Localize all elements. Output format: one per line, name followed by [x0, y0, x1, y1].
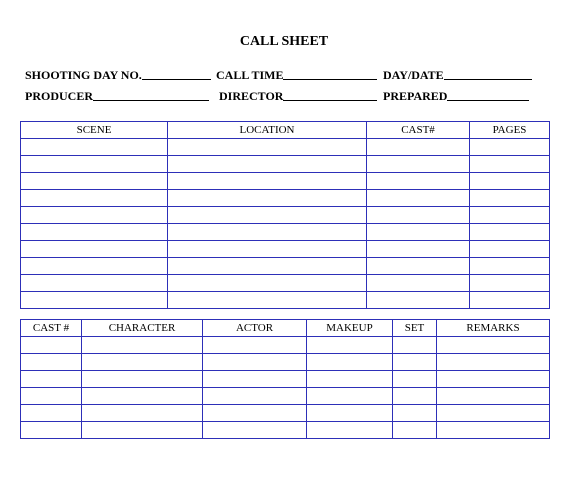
remarks-cell[interactable] — [437, 388, 550, 405]
location-cell[interactable] — [168, 207, 367, 224]
pages-cell[interactable] — [470, 207, 550, 224]
prepared-label: PREPARED — [383, 89, 448, 103]
cast-number-cell[interactable] — [21, 371, 82, 388]
location-cell[interactable] — [168, 241, 367, 258]
day-date-field[interactable] — [383, 66, 532, 82]
table-row — [21, 139, 550, 156]
location-cell[interactable] — [168, 292, 367, 309]
set-cell[interactable] — [393, 405, 437, 422]
scene-cell[interactable] — [21, 156, 168, 173]
cast-number-cell[interactable] — [367, 139, 470, 156]
table-row — [21, 275, 550, 292]
scene-table-body — [21, 139, 550, 309]
cast-number-cell[interactable] — [21, 354, 82, 371]
pages-cell[interactable] — [470, 190, 550, 207]
table-row — [21, 371, 550, 388]
character-cell[interactable] — [82, 337, 203, 354]
shooting-day-label: SHOOTING DAY NO. — [25, 68, 142, 82]
table-row — [21, 207, 550, 224]
scene-column-header: SCENE — [21, 122, 168, 139]
set-cell[interactable] — [393, 354, 437, 371]
producer-field[interactable] — [25, 87, 209, 103]
producer-label: PRODUCER — [25, 89, 93, 103]
remarks-cell[interactable] — [437, 422, 550, 439]
scene-cell[interactable] — [21, 173, 168, 190]
actor-column-header: ACTOR — [203, 320, 307, 337]
table-row — [21, 422, 550, 439]
cast-number-cell[interactable] — [21, 337, 82, 354]
actor-cell[interactable] — [203, 371, 307, 388]
cast-table-body — [21, 337, 550, 439]
remarks-cell[interactable] — [437, 405, 550, 422]
cast-number-column-header: CAST # — [21, 320, 82, 337]
remarks-cell[interactable] — [437, 337, 550, 354]
table-row — [21, 354, 550, 371]
cast-number-cell[interactable] — [367, 292, 470, 309]
character-cell[interactable] — [82, 388, 203, 405]
makeup-cell[interactable] — [307, 371, 393, 388]
table-row — [21, 241, 550, 258]
actor-cell[interactable] — [203, 354, 307, 371]
makeup-cell[interactable] — [307, 354, 393, 371]
makeup-cell[interactable] — [307, 388, 393, 405]
character-cell[interactable] — [82, 354, 203, 371]
table-row — [21, 292, 550, 309]
pages-cell[interactable] — [470, 258, 550, 275]
shooting-day-input[interactable] — [142, 67, 211, 80]
call-time-label: CALL TIME — [216, 68, 284, 82]
page-title: CALL SHEET — [239, 34, 329, 49]
prepared-field[interactable] — [383, 87, 529, 103]
call-time-field[interactable] — [216, 66, 377, 82]
scene-cell[interactable] — [21, 241, 168, 258]
scene-cell[interactable] — [21, 207, 168, 224]
character-column-header: CHARACTER — [82, 320, 203, 337]
scene-cell[interactable] — [21, 139, 168, 156]
remarks-cell[interactable] — [437, 371, 550, 388]
pages-column-header: PAGES — [470, 122, 550, 139]
director-input[interactable] — [283, 88, 377, 101]
cast-number-column-header: CAST# — [367, 122, 470, 139]
cast-number-cell[interactable] — [367, 173, 470, 190]
actor-cell[interactable] — [203, 422, 307, 439]
makeup-column-header: MAKEUP — [307, 320, 393, 337]
scene-table-header-row — [21, 122, 550, 139]
scene-cell[interactable] — [21, 224, 168, 241]
makeup-cell[interactable] — [307, 422, 393, 439]
cast-number-cell[interactable] — [367, 241, 470, 258]
remarks-column-header: REMARKS — [437, 320, 550, 337]
set-cell[interactable] — [393, 337, 437, 354]
cast-number-cell[interactable] — [21, 388, 82, 405]
shooting-day-field[interactable] — [25, 66, 211, 82]
pages-cell[interactable] — [470, 173, 550, 190]
table-row — [21, 258, 550, 275]
scene-cell[interactable] — [21, 258, 168, 275]
pages-cell[interactable] — [470, 156, 550, 173]
location-cell[interactable] — [168, 190, 367, 207]
director-label: DIRECTOR — [219, 89, 284, 103]
scene-cell[interactable] — [21, 190, 168, 207]
director-field[interactable] — [219, 87, 377, 103]
set-cell[interactable] — [393, 371, 437, 388]
table-row — [21, 156, 550, 173]
remarks-cell[interactable] — [437, 354, 550, 371]
location-cell[interactable] — [168, 156, 367, 173]
cast-number-cell[interactable] — [21, 422, 82, 439]
cast-number-cell[interactable] — [367, 190, 470, 207]
character-cell[interactable] — [82, 405, 203, 422]
header-fields-row-2 — [0, 87, 568, 103]
set-cell[interactable] — [393, 422, 437, 439]
cast-number-cell[interactable] — [367, 258, 470, 275]
character-cell[interactable] — [82, 371, 203, 388]
location-cell[interactable] — [168, 224, 367, 241]
cast-number-cell[interactable] — [367, 207, 470, 224]
pages-cell[interactable] — [470, 275, 550, 292]
actor-cell[interactable] — [203, 405, 307, 422]
day-date-input[interactable] — [444, 67, 532, 80]
makeup-cell[interactable] — [307, 405, 393, 422]
actor-cell[interactable] — [203, 388, 307, 405]
cast-number-cell[interactable] — [367, 156, 470, 173]
table-row — [21, 337, 550, 354]
table-row — [21, 388, 550, 405]
makeup-cell[interactable] — [307, 337, 393, 354]
pages-cell[interactable] — [470, 139, 550, 156]
pages-cell[interactable] — [470, 224, 550, 241]
table-row — [21, 405, 550, 422]
set-cell[interactable] — [393, 388, 437, 405]
location-cell[interactable] — [168, 275, 367, 292]
call-time-input[interactable] — [283, 67, 377, 80]
location-cell[interactable] — [168, 258, 367, 275]
table-row — [21, 173, 550, 190]
location-column-header: LOCATION — [168, 122, 367, 139]
table-row — [21, 224, 550, 241]
pages-cell[interactable] — [470, 292, 550, 309]
table-row — [21, 190, 550, 207]
scene-cell[interactable] — [21, 292, 168, 309]
pages-cell[interactable] — [470, 241, 550, 258]
cast-number-cell[interactable] — [21, 405, 82, 422]
scene-cell[interactable] — [21, 275, 168, 292]
set-column-header: SET — [393, 320, 437, 337]
cast-number-cell[interactable] — [367, 224, 470, 241]
day-date-label: DAY/DATE — [383, 68, 444, 82]
scene-table — [20, 121, 550, 309]
cast-number-cell[interactable] — [367, 275, 470, 292]
location-cell[interactable] — [168, 139, 367, 156]
character-cell[interactable] — [82, 422, 203, 439]
producer-input[interactable] — [93, 88, 209, 101]
location-cell[interactable] — [168, 173, 367, 190]
actor-cell[interactable] — [203, 337, 307, 354]
header-fields-row-1 — [0, 66, 568, 82]
prepared-input[interactable] — [447, 88, 529, 101]
cast-table — [20, 319, 550, 439]
cast-table-header-row — [21, 320, 550, 337]
